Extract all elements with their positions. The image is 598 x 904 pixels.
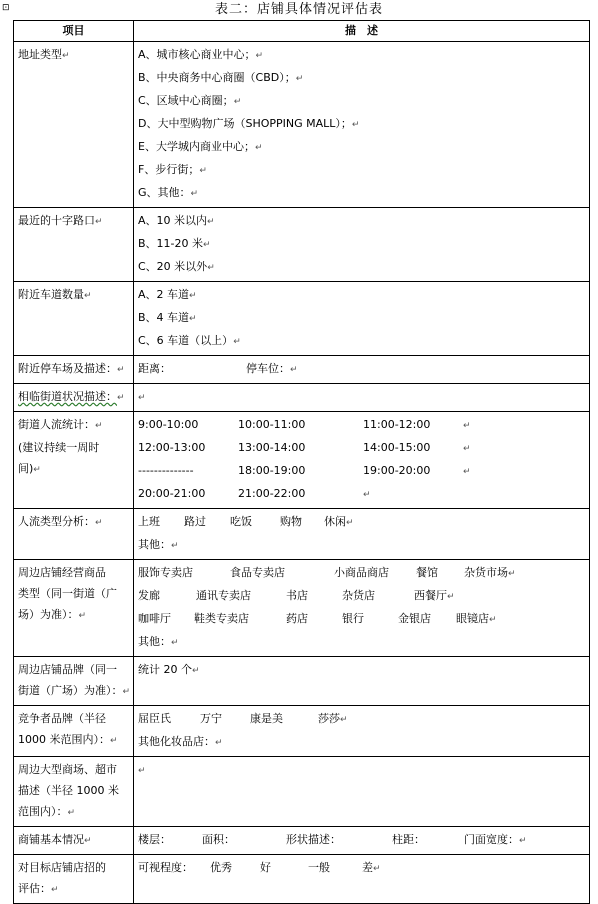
table-row bbox=[14, 208, 590, 282]
time-slot-row: 20:00-21:00 21:00-22:00 ↵ bbox=[138, 487, 371, 500]
row-label: 附近停车场及描述：↵ bbox=[14, 356, 134, 384]
time-slot-row: 12:00-13:00 13:00-14:00 14:00-15:00 ↵ bbox=[138, 441, 471, 454]
row-label: 周边大型商场、超市 描述（半径 1000 米 范围内）：↵ bbox=[14, 757, 134, 827]
option-c: C、6 车道（以上）↵ bbox=[138, 334, 241, 347]
row-desc: 距离： 停车位：↵ bbox=[134, 356, 590, 384]
row-desc bbox=[134, 855, 590, 904]
flow-types: 上班 路过 吃饭 购物 休闲↵ bbox=[138, 515, 354, 528]
basic-fields: 楼层： 面积： 形状描述： 柱距： 门面宽度：↵ bbox=[138, 833, 527, 846]
option-b: B、11-20 米↵ bbox=[138, 237, 211, 250]
row-desc bbox=[134, 42, 590, 208]
table-row bbox=[14, 356, 590, 384]
row-desc: 上班 路过 吃饭 购物 休闲↵ 其他：↵ bbox=[134, 509, 590, 560]
row-label: 周边店铺经营商品 类型（同一街道（广 场）为准）：↵ bbox=[14, 560, 134, 657]
table-row bbox=[14, 384, 590, 412]
shop-type-line: 服饰专卖店 食品专卖店 小商品商店 餐馆 杂货市场↵ bbox=[138, 566, 516, 579]
option-g: G、其他：↵ bbox=[138, 186, 199, 199]
signage-grades: 可视程度： 优秀 好 一般 差↵ bbox=[138, 861, 381, 874]
row-desc bbox=[134, 412, 590, 509]
parking-spaces: 停车位： bbox=[246, 362, 290, 375]
competitor-names: 屈臣氏 万宁 康是美 莎莎↵ bbox=[138, 712, 348, 725]
table-header-row bbox=[14, 21, 590, 42]
row-desc: ↵ bbox=[134, 384, 590, 412]
option-a: A、城市核心商业中心；↵ bbox=[138, 48, 264, 61]
table-row bbox=[14, 412, 590, 509]
shop-type-line: 发廊 通讯专卖店 书店 杂货店 西餐厅↵ bbox=[138, 589, 455, 602]
table-row bbox=[14, 657, 590, 706]
option-a: A、10 米以内↵ bbox=[138, 214, 215, 227]
row-label: 附近车道数量↵ bbox=[14, 282, 134, 356]
row-label: 地址类型↵ bbox=[14, 42, 134, 208]
row-label: 竞争者品牌（半径 1000 米范围内）：↵ bbox=[14, 706, 134, 757]
header-desc: 描 述 bbox=[134, 21, 590, 42]
time-slot-row: 9:00-10:00 10:00-11:00 11:00-12:00 ↵ bbox=[138, 418, 471, 431]
row-desc bbox=[134, 827, 590, 855]
shop-type-line: 咖啡厅 鞋类专卖店 药店 银行 金银店 眼镜店↵ bbox=[138, 612, 497, 625]
table-row bbox=[14, 827, 590, 855]
option-d: D、大中型购物广场（SHOPPING MALL）；↵ bbox=[138, 117, 360, 130]
row-label: 街道人流统计：↵ (建议持续一周时 间)↵ bbox=[14, 412, 134, 509]
option-f: F、步行街；↵ bbox=[138, 163, 207, 176]
table-row bbox=[14, 855, 590, 904]
table-row bbox=[14, 42, 590, 208]
option-b: B、4 车道↵ bbox=[138, 311, 197, 324]
option-a: A、2 车道↵ bbox=[138, 288, 197, 301]
table-anchor-mark: ⊡ bbox=[2, 3, 10, 13]
time-slot-row: -------------- 18:00-19:00 19:00-20:00 ↵ bbox=[138, 464, 471, 477]
document-title: 表二：店铺具体情况评估表 bbox=[214, 2, 383, 17]
row-desc: 服饰专卖店 食品专卖店 小商品商店 餐馆 杂货市场↵ 发廊 通讯专卖店 书店 杂货店 西餐厅↵ 咖啡厅 鞋类专卖店 药店 银行 金银店 眼镜店↵ 其他：↵ bbox=[134, 560, 590, 657]
table-row bbox=[14, 509, 590, 560]
row-label: 相临街道状况描述：↵ bbox=[14, 384, 134, 412]
option-b: B、中央商务中心商圈（CBD）；↵ bbox=[138, 71, 304, 84]
header-item: 项目 bbox=[14, 21, 134, 42]
row-label: 商铺基本情况↵ bbox=[14, 827, 134, 855]
option-c: C、20 米以外↵ bbox=[138, 260, 215, 273]
option-c: C、区域中心商圈；↵ bbox=[138, 94, 242, 107]
evaluation-table bbox=[13, 20, 590, 904]
row-desc bbox=[134, 282, 590, 356]
row-desc: 统计 20 个↵ bbox=[134, 657, 590, 706]
row-desc bbox=[134, 208, 590, 282]
table-row bbox=[14, 282, 590, 356]
table-row bbox=[14, 560, 590, 657]
table-row bbox=[14, 706, 590, 757]
option-e: E、大学城内商业中心；↵ bbox=[138, 140, 263, 153]
parking-distance: 距离： bbox=[138, 362, 171, 375]
row-label: 对目标店铺店招的 评估：↵ bbox=[14, 855, 134, 904]
table-row bbox=[14, 757, 590, 827]
row-label: 最近的十字路口↵ bbox=[14, 208, 134, 282]
row-label: 周边店铺品牌（同一 街道（广场）为准）：↵ bbox=[14, 657, 134, 706]
row-label: 人流类型分析：↵ bbox=[14, 509, 134, 560]
row-desc: ↵ bbox=[134, 757, 590, 827]
row-desc: 屈臣氏 万宁 康是美 莎莎↵ 其他化妆品店：↵ bbox=[134, 706, 590, 757]
